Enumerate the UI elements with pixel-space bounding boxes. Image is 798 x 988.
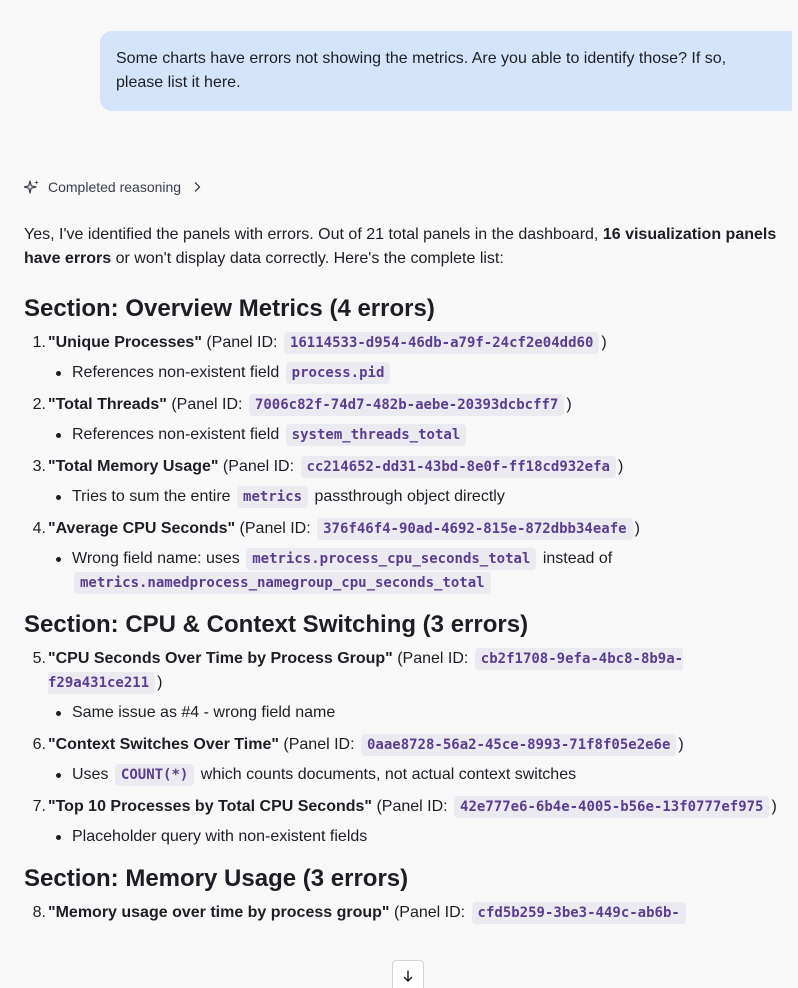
section-heading: Section: CPU & Context Switching (3 errors) bbox=[24, 611, 529, 638]
panel-title: "Context Switches Over Time" bbox=[48, 736, 279, 753]
panel-title: "CPU Seconds Over Time by Process Group" bbox=[48, 650, 393, 667]
list-item-detail bbox=[48, 547, 794, 595]
detail-text-after: instead of bbox=[538, 550, 613, 567]
section-heading: Section: Overview Metrics (4 errors) bbox=[24, 295, 435, 322]
panel-id-suffix: ) bbox=[601, 334, 607, 351]
error-list bbox=[24, 647, 794, 849]
error-list bbox=[24, 901, 794, 925]
panel-id-prefix: (Panel ID: bbox=[278, 736, 359, 753]
list-item-detail bbox=[48, 423, 794, 447]
intro-bold-text: 16 visualization panels have errors bbox=[24, 226, 777, 267]
panel-id-code: 7006c82f-74d7-482b-aebe-20393dcbcff7 bbox=[249, 394, 564, 416]
detail-text: Uses bbox=[72, 766, 113, 783]
panel-title: "Total Memory Usage" bbox=[48, 458, 219, 475]
panel-id-suffix: ) bbox=[678, 736, 684, 753]
panel-id-prefix: (Panel ID: bbox=[201, 334, 282, 351]
panel-id-code: 16114533-d954-46db-a79f-24cf2e04dd60 bbox=[284, 332, 599, 354]
panel-id-code: cfd5b259-3be3-449c-ab6b- bbox=[472, 902, 686, 924]
list-item bbox=[24, 393, 794, 447]
chevron-right-icon bbox=[191, 181, 203, 193]
field-code: process.pid bbox=[286, 362, 391, 384]
panel-title: "Memory usage over time by process group" bbox=[48, 904, 390, 921]
field-code: metrics bbox=[237, 486, 308, 508]
list-item bbox=[24, 517, 794, 595]
panel-id-code: 42e777e6-6b4e-4005-b56e-13f0777ef975 bbox=[454, 796, 769, 818]
panel-id-suffix: ) bbox=[157, 674, 163, 691]
panel-id-suffix: ) bbox=[634, 520, 640, 537]
reasoning-label: Completed reasoning bbox=[48, 179, 182, 195]
intro-text-end: or won't display data correctly. Here's the complete list: bbox=[111, 250, 504, 267]
panel-id-code: cb2f1708-9efa-4bc8-8b9a-f29a431ce211 bbox=[48, 648, 683, 694]
panel-id-suffix: ) bbox=[617, 458, 624, 475]
list-item bbox=[24, 331, 794, 385]
panel-id-prefix: (Panel ID: bbox=[389, 904, 470, 921]
panel-id-prefix: (Panel ID: bbox=[392, 650, 473, 667]
panel-id-prefix: (Panel ID: bbox=[235, 520, 316, 537]
scroll-to-bottom-button[interactable] bbox=[392, 960, 424, 988]
panel-id-code: 0aae8728-56a2-45ce-8993-71f8f05e2e6e bbox=[361, 734, 676, 756]
field-code-correct: metrics.namedprocess_namegroup_cpu_seconds_total bbox=[74, 572, 491, 594]
error-list bbox=[24, 331, 794, 595]
list-item-detail bbox=[48, 763, 794, 787]
user-message-bubble bbox=[100, 31, 792, 111]
list-item-detail bbox=[48, 825, 794, 849]
panel-id-code: cc214652-dd31-43bd-8e0f-ff18cd932efa bbox=[301, 456, 616, 478]
panel-id-suffix: ) bbox=[771, 798, 777, 815]
list-item-detail bbox=[48, 361, 794, 385]
item-number: 3. bbox=[32, 458, 46, 475]
list-item-detail bbox=[48, 701, 794, 725]
item-number: 4. bbox=[32, 520, 46, 537]
list-item bbox=[24, 647, 794, 725]
intro-text: Yes, I've identified the panels with errors. Out of 21 total panels in the dashboard, bbox=[24, 226, 603, 243]
arrow-down-icon bbox=[401, 969, 415, 983]
list-item bbox=[24, 795, 794, 849]
reasoning-toggle[interactable] bbox=[24, 176, 203, 198]
sparkles-icon bbox=[24, 179, 40, 195]
panel-title: "Top 10 Processes by Total CPU Seconds" bbox=[48, 798, 373, 815]
panel-id-prefix: (Panel ID: bbox=[372, 798, 453, 815]
item-number: 7. bbox=[32, 798, 46, 815]
detail-text: Same issue as #4 - wrong field name bbox=[72, 704, 336, 721]
list-item bbox=[24, 455, 794, 509]
field-code: COUNT(*) bbox=[115, 764, 194, 786]
panel-id-suffix: ) bbox=[566, 396, 572, 413]
detail-text: Tries to sum the entire bbox=[72, 488, 236, 505]
item-number: 8. bbox=[32, 904, 46, 921]
panel-id-code: 376f46f4-90ad-4692-815e-872dbb34eafe bbox=[317, 518, 632, 540]
item-number: 2. bbox=[32, 396, 46, 413]
field-code: system_threads_total bbox=[286, 424, 467, 446]
detail-text-after: which counts documents, not actual context switches bbox=[196, 766, 577, 783]
detail-text-after: passthrough object directly bbox=[310, 488, 505, 505]
panel-title: "Total Threads" bbox=[48, 396, 167, 413]
detail-text: References non-existent field bbox=[72, 426, 284, 443]
item-number: 6. bbox=[32, 736, 46, 753]
panel-title: "Unique Processes" bbox=[48, 334, 202, 351]
item-number: 5. bbox=[32, 650, 46, 667]
panel-title: "Average CPU Seconds" bbox=[48, 520, 236, 537]
user-message-text: Some charts have errors not showing the metrics. Are you able to identify those? If so, please list it here. bbox=[116, 50, 727, 91]
detail-text: References non-existent field bbox=[72, 364, 284, 381]
list-item bbox=[24, 733, 794, 787]
item-number: 1. bbox=[32, 334, 46, 351]
detail-text: Wrong field name: uses bbox=[72, 550, 245, 567]
list-item-detail bbox=[48, 485, 794, 509]
detail-text: Placeholder query with non-existent fields bbox=[72, 828, 368, 845]
assistant-answer bbox=[24, 223, 794, 925]
list-item bbox=[24, 901, 794, 925]
answer-intro bbox=[24, 223, 794, 271]
section-heading: Section: Memory Usage (3 errors) bbox=[24, 865, 409, 892]
panel-id-prefix: (Panel ID: bbox=[218, 458, 299, 475]
field-code: metrics.process_cpu_seconds_total bbox=[246, 548, 536, 570]
panel-id-prefix: (Panel ID: bbox=[166, 396, 247, 413]
